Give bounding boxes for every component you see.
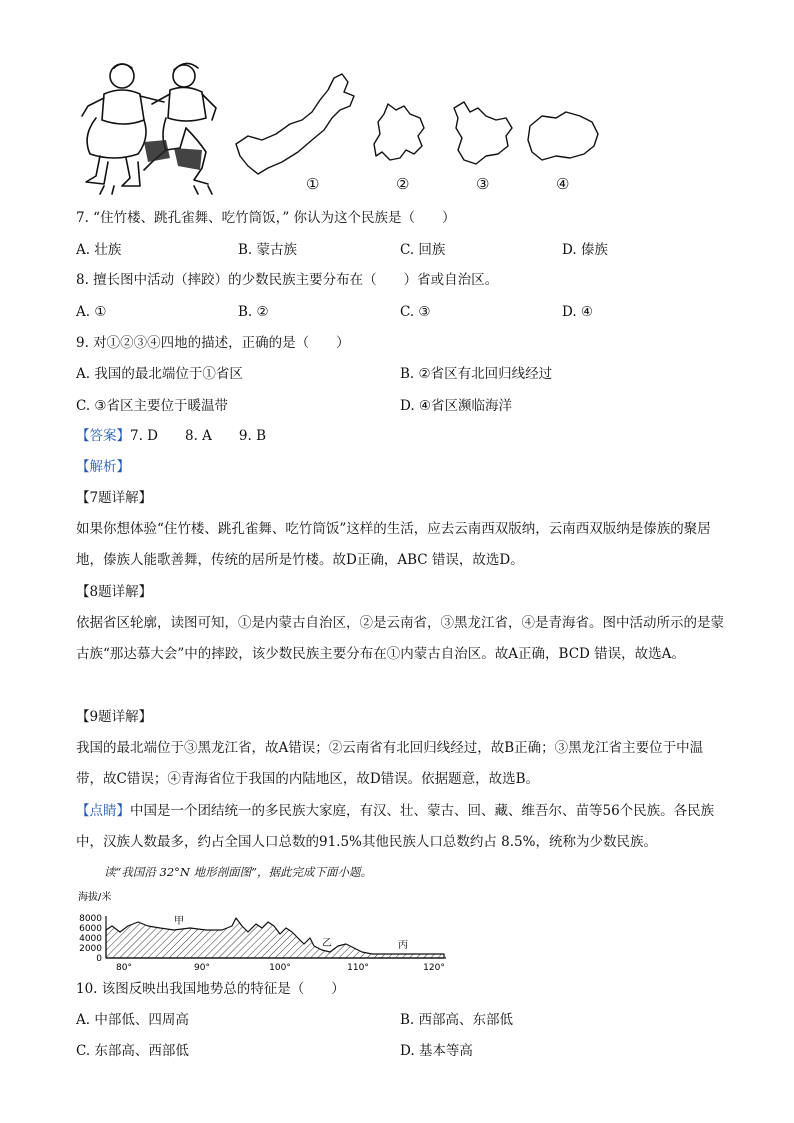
y-tick-2000: 2000 bbox=[79, 944, 102, 954]
dianjing-paragraph bbox=[76, 796, 724, 858]
x-tick-100: 100° bbox=[269, 963, 291, 973]
dianjing-text: 中国是一个团结统一的多民族大家庭，有汉、壮、蒙古、回、藏、维吾尔、苗等56个民族。各民族中，汉族人数最多，约占全国人口总数的91.5%其他民族人口总数约占 8.5%，统称为少数民族。 bbox=[76, 803, 715, 850]
q9-detail-text: 我国的最北端位于③黑龙江省，故A错误；②云南省有北回归线经过，故B正确；③黑龙江省主要位于中温带，故C错误；④青海省位于我国的内陆地区，故D错误。依据题意，故选B。 bbox=[76, 740, 704, 787]
province-outline-2 bbox=[370, 100, 430, 170]
map-label-1: ① bbox=[306, 175, 320, 193]
y-axis-label: 海拔/米 bbox=[78, 892, 112, 903]
q7-option-a: A. 壮族 bbox=[76, 242, 122, 258]
q7-option-c: C. 回族 bbox=[400, 242, 446, 258]
wrestlers-illustration bbox=[74, 58, 234, 198]
profile-intro: 读“我国沿 32°N 地形剖面图”，据此完成下面小题。 bbox=[104, 865, 373, 879]
q8-stem: 8. 擅长图中活动（摔跤）的少数民族主要分布在（ ）省或自治区。 bbox=[76, 272, 499, 288]
q9-detail-label: 【9题详解】 bbox=[76, 709, 153, 725]
place-label-bing: 丙 bbox=[398, 940, 408, 951]
answer-text: 7. D 8. A 9. B bbox=[130, 428, 267, 444]
place-label-jia: 甲 bbox=[174, 916, 184, 927]
q8-option-d: D. ④ bbox=[562, 304, 594, 320]
q8-option-a: A. ① bbox=[76, 304, 107, 320]
y-tick-6000: 6000 bbox=[79, 924, 102, 934]
place-label-yi: 乙 bbox=[322, 938, 332, 949]
q10-option-c: C. 东部高、西部低 bbox=[76, 1043, 189, 1059]
x-tick-90: 90° bbox=[194, 963, 210, 973]
x-tick-120: 120° bbox=[423, 963, 445, 973]
q8-option-b: B. ② bbox=[238, 304, 269, 320]
terrain-profile-chart bbox=[76, 888, 456, 974]
q10-stem: 10. 该图反映出我国地势总的特征是（ ） bbox=[76, 981, 345, 997]
q7-stem: 7. “住竹楼、跳孔雀舞、吃竹筒饭，” 你认为这个民族是（ ） bbox=[76, 210, 456, 226]
x-tick-80: 80° bbox=[116, 963, 132, 973]
q7-detail-label: 【7题详解】 bbox=[76, 490, 153, 506]
province-outline-3 bbox=[448, 98, 518, 170]
q10-option-a: A. 中部低、四周高 bbox=[76, 1012, 189, 1028]
province-outline-1 bbox=[232, 70, 372, 180]
q7-option-d: D. 傣族 bbox=[562, 242, 608, 258]
answer-line bbox=[76, 426, 266, 446]
q9-option-d: D. ④省区濒临海洋 bbox=[400, 398, 513, 414]
q10-option-b: B. 西部高、东部低 bbox=[400, 1012, 514, 1028]
q8-option-c: C. ③ bbox=[400, 304, 431, 320]
map-label-4: ④ bbox=[556, 175, 570, 193]
q8-detail-text: 依据省区轮廓，读图可知，①是内蒙古自治区，②是云南省，③黑龙江省，④是青海省。图中活动所示的是蒙古族“那达慕大会”中的摔跤，该少数民族主要分布在①内蒙古自治区。故A正确，BCD 错误，故选A。 bbox=[76, 615, 724, 662]
q7-option-b: B. 蒙古族 bbox=[238, 242, 298, 258]
dianjing-label: 【点睛】 bbox=[76, 803, 130, 819]
terrain-profile-area bbox=[106, 918, 444, 958]
map-label-3: ③ bbox=[476, 175, 490, 193]
q9-option-a: A. 我国的最北端位于①省区 bbox=[76, 366, 243, 382]
answer-label: 【答案】 bbox=[76, 428, 130, 444]
q8-detail-label: 【8题详解】 bbox=[76, 584, 153, 600]
q9-stem: 9. 对①②③④四地的描述，正确的是（ ） bbox=[76, 335, 350, 351]
province-outline-4 bbox=[524, 108, 604, 168]
q9-option-b: B. ②省区有北回归线经过 bbox=[400, 366, 553, 382]
q9-option-c: C. ③省区主要位于暖温带 bbox=[76, 398, 229, 414]
y-tick-4000: 4000 bbox=[79, 934, 102, 944]
analysis-label: 【解析】 bbox=[76, 459, 130, 475]
y-tick-8000: 8000 bbox=[79, 914, 102, 924]
q10-option-d: D. 基本等高 bbox=[400, 1043, 473, 1059]
q7-detail-text: 如果你想体验“住竹楼、跳孔雀舞、吃竹筒饭”这样的生活，应去云南西双版纳，云南西双版纳是傣族的聚居地，傣族人能歌善舞，传统的居所是竹楼。故D正确，ABC 错误，故选D。 bbox=[76, 521, 711, 568]
x-tick-110: 110° bbox=[347, 963, 369, 973]
map-label-2: ② bbox=[396, 175, 410, 193]
y-tick-0: 0 bbox=[96, 954, 102, 964]
